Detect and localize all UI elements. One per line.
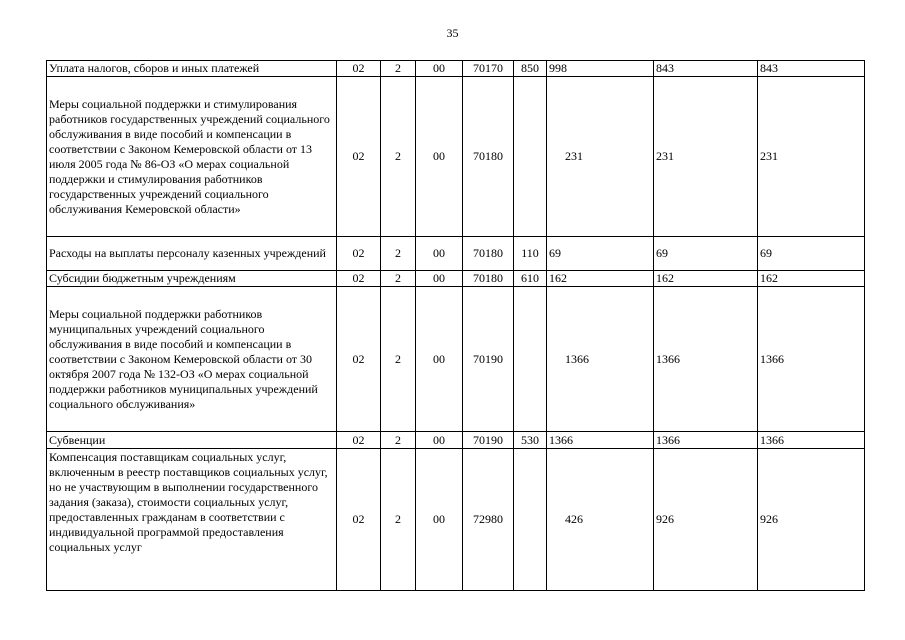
row-value-2: 1366 [654,287,758,432]
row-value-2: 843 [654,61,758,77]
row-subsection: 2 [381,287,416,432]
table-row [47,237,865,271]
row-expense-type: 530 [514,432,547,449]
table-row [47,449,865,591]
row-program: 00 [416,237,463,271]
row-section: 02 [337,237,381,271]
row-program: 00 [416,61,463,77]
row-value-3: 231 [758,77,865,237]
row-name: Меры социальной поддержки и стимулирования работников государственных учреждений социального обслуживания в виде пособий и компенсации в соответствии с Законом Кемеровской области от 13 июля 2005 года № 86-ОЗ «О мерах социальной поддержки и стимулирования работников государственных учреждений социального обслуживания Кемеровской области» [47,77,337,237]
row-value-2: 231 [654,77,758,237]
row-expense-type [514,449,547,591]
row-expense-type: 110 [514,237,547,271]
row-value-1: 69 [547,237,654,271]
row-program: 00 [416,287,463,432]
row-value-2: 1366 [654,432,758,449]
row-article: 70180 [463,271,514,287]
row-subsection: 2 [381,77,416,237]
row-subsection: 2 [381,237,416,271]
row-section: 02 [337,77,381,237]
row-section: 02 [337,449,381,591]
row-article: 70190 [463,432,514,449]
row-subsection: 2 [381,61,416,77]
row-name: Уплата налогов, сборов и иных платежей [47,61,337,77]
row-article: 72980 [463,449,514,591]
row-value-3: 69 [758,237,865,271]
page-number: 35 [446,26,459,40]
row-section: 02 [337,271,381,287]
row-expense-type [514,287,547,432]
table-row [47,61,865,77]
row-subsection: 2 [381,432,416,449]
row-expense-type: 850 [514,61,547,77]
row-program: 00 [416,271,463,287]
row-article: 70180 [463,77,514,237]
row-value-1: 998 [547,61,654,77]
row-value-1: 1366 [547,287,654,432]
table-row [47,271,865,287]
row-article: 70170 [463,61,514,77]
row-program: 00 [416,432,463,449]
row-subsection: 2 [381,271,416,287]
row-section: 02 [337,287,381,432]
row-section: 02 [337,432,381,449]
table-row [47,77,865,237]
row-value-3: 926 [758,449,865,591]
row-value-1: 426 [547,449,654,591]
row-value-2: 926 [654,449,758,591]
row-value-3: 162 [758,271,865,287]
row-subsection: 2 [381,449,416,591]
row-value-3: 843 [758,61,865,77]
table-row [47,432,865,449]
table-row [47,287,865,432]
row-article: 70180 [463,237,514,271]
row-value-2: 162 [654,271,758,287]
row-section: 02 [337,61,381,77]
row-value-2: 69 [654,237,758,271]
row-expense-type: 610 [514,271,547,287]
row-name: Субвенции [47,432,337,449]
row-value-1: 162 [547,271,654,287]
row-name: Компенсация поставщикам социальных услуг, включенным в реестр поставщиков социальных услуг, но не участвующим в выполнении государственного задания (заказа), стоимости социальных услуг, предоставленных гражданам в соответствии с индивидуальной программой предоставления социальных услуг [47,449,337,591]
row-value-1: 1366 [547,432,654,449]
row-value-1: 231 [547,77,654,237]
row-name: Субсидии бюджетным учреждениям [47,271,337,287]
row-name: Расходы на выплаты персоналу казенных учреждений [47,237,337,271]
budget-table [46,60,865,591]
row-name: Меры социальной поддержки работников муниципальных учреждений социального обслуживания в виде пособий и компенсации в соответствии с Законом Кемеровской области от 30 октября 2007 года № 132-ОЗ «О мерах социальной поддержки работников муниципальных учреждений социального обслуживания» [47,287,337,432]
row-program: 00 [416,77,463,237]
row-expense-type [514,77,547,237]
row-article: 70190 [463,287,514,432]
row-program: 00 [416,449,463,591]
row-value-3: 1366 [758,432,865,449]
row-value-3: 1366 [758,287,865,432]
